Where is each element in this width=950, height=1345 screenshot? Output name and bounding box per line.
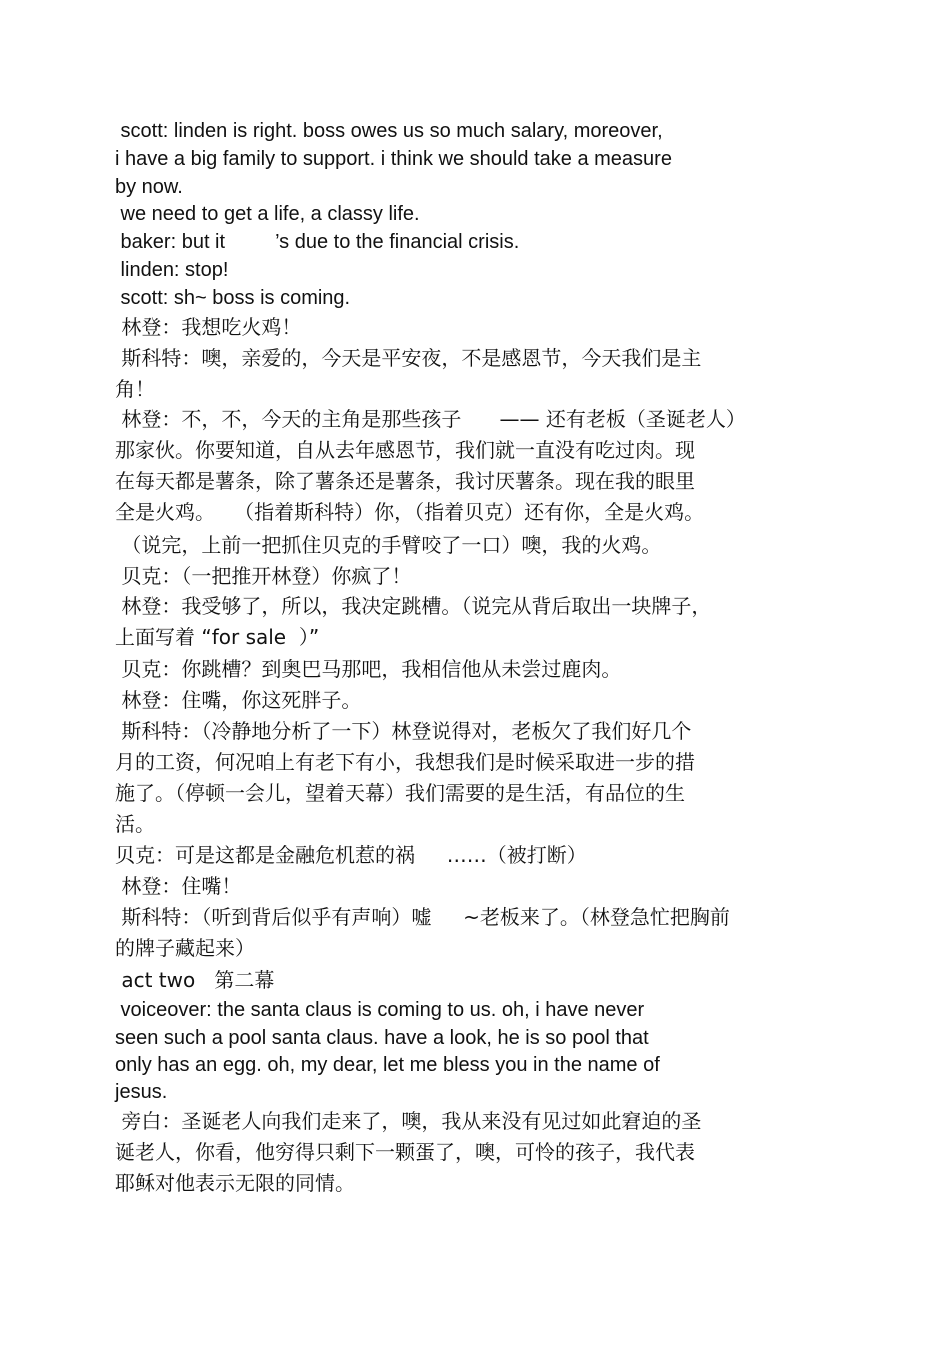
text-line: 那家伙。你要知道，自从去年感恩节，我们就一直没有吃过肉。现: [115, 438, 695, 462]
text-line: act two 第二幕: [115, 968, 275, 992]
text-line: 耶稣对他表示无限的同情。: [115, 1171, 355, 1195]
text-line: 林登：我受够了，所以，我决定跳槽。（说完从背后取出一块牌子，: [115, 594, 712, 618]
text-line: 林登：住嘴，你这死胖子。: [115, 688, 362, 712]
text-line: 活。: [115, 812, 155, 836]
text-line: 施了。（停顿一会儿，望着天幕）我们需要的是生活，有品位的生: [115, 781, 685, 805]
text-line: 斯科特：（冷静地分析了一下）林登说得对，老板欠了我们好几个: [115, 719, 692, 743]
text-line: seen such a pool santa claus. have a look, he is so pool that: [115, 1027, 649, 1049]
text-line: 斯科特：（听到背后似乎有声响）嘘 ~老板来了。（林登急忙把胸前: [115, 905, 730, 929]
text-line: 在每天都是薯条，除了薯条还是薯条，我讨厌薯条。现在我的眼里: [115, 469, 695, 493]
text-line: 林登：住嘴！: [115, 874, 242, 898]
text-line: 林登：不，不，今天的主角是那些孩子 —— 还有老板（圣诞老人）: [115, 407, 746, 431]
text-line: jesus.: [115, 1081, 168, 1103]
text-line: scott: linden is right. boss owes us so much salary, moreover,: [115, 120, 663, 142]
text-line: 诞老人，你看，他穷得只剩下一颗蛋了，噢，可怜的孩子，我代表: [115, 1140, 695, 1164]
text-line: voiceover: the santa claus is coming to us. oh, i have never: [115, 999, 645, 1021]
text-line: 上面写着 “for sale ）”: [115, 625, 320, 649]
text-line: 贝克：你跳槽？到奥巴马那吧，我相信他从未尝过鹿肉。: [115, 657, 622, 681]
text-line: 角！: [115, 377, 155, 401]
text-line: only has an egg. oh, my dear, let me bless you in the name of: [115, 1054, 660, 1076]
text-line: by now.: [115, 176, 183, 198]
text-line: 月的工资，何况咱上有老下有小，我想我们是时候采取进一步的措: [115, 750, 695, 774]
text-line: baker: but it ’s due to the financial crisis.: [115, 231, 520, 253]
text-line: 全是火鸡。 （指着斯科特）你，（指着贝克）还有你，全是火鸡。: [115, 500, 705, 524]
text-line: 林登：我想吃火鸡！: [115, 315, 302, 339]
text-line: 贝克：可是这都是金融危机惹的祸 ……（被打断）: [115, 843, 587, 867]
text-line: scott: sh~ boss is coming.: [115, 287, 351, 309]
text-line: 斯科特：噢，亲爱的，今天是平安夜，不是感恩节，今天我们是主: [115, 346, 702, 370]
text-line: （说完，上前一把抓住贝克的手臂咬了一口）噢，我的火鸡。: [115, 533, 662, 557]
text-line: i have a big family to support. i think we should take a measure: [115, 148, 672, 170]
text-line: we need to get a life, a classy life.: [115, 203, 420, 225]
text-line: 旁白：圣诞老人向我们走来了，噢，我从来没有见过如此窘迫的圣: [115, 1109, 702, 1133]
text-line: 贝克：（一把推开林登）你疯了！: [115, 564, 412, 588]
text-line: 的牌子藏起来）: [115, 936, 255, 960]
text-line: linden: stop!: [115, 259, 229, 281]
